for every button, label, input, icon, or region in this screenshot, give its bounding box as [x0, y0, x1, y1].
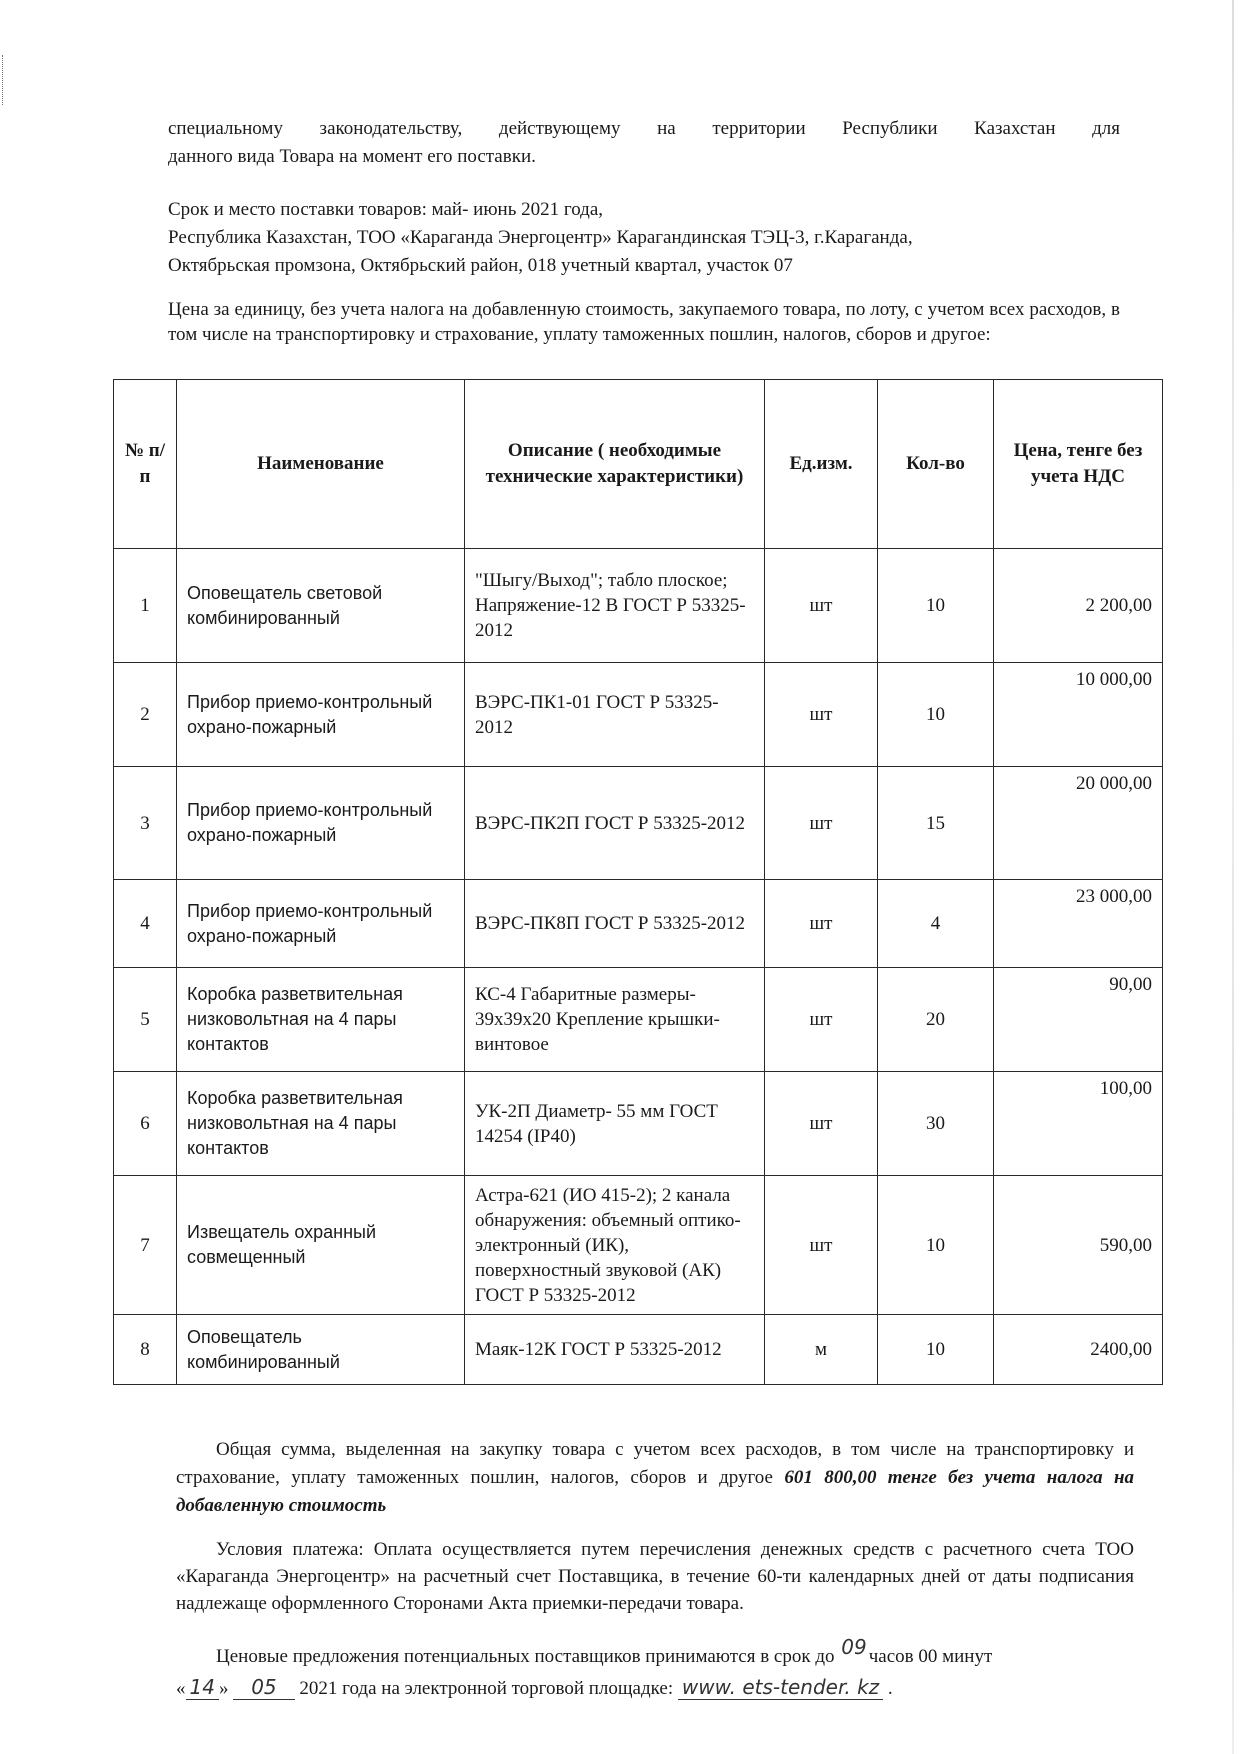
- table-row: [114, 663, 1163, 767]
- row-qty: 15: [878, 767, 994, 880]
- row-unit: шт: [765, 968, 878, 1072]
- row-price: 2 200,00: [994, 549, 1163, 663]
- row-price: 100,00: [994, 1072, 1163, 1176]
- row-qty: 20: [878, 968, 994, 1072]
- table-row: [114, 880, 1163, 968]
- row-qty: 4: [878, 880, 994, 968]
- table-row: [114, 549, 1163, 663]
- row-desc: ВЭРС-ПК2П ГОСТ Р 53325-2012: [465, 767, 765, 880]
- handwritten-hour: 09: [841, 1635, 867, 1659]
- row-num: 5: [114, 968, 177, 1072]
- row-num: 1: [114, 549, 177, 663]
- row-name: Оповещатель комбинированный: [177, 1315, 465, 1385]
- row-price: 2400,00: [994, 1315, 1163, 1385]
- delivery-line-2: Республика Казахстан, ТОО «Караганда Энергоцентр» Карагандинская ТЭЦ-3, г.Караганда,: [168, 227, 913, 248]
- payment-terms-paragraph: Условия платежа: Оплата осуществляется путем перечисления денежных средств с расчетного счета ТОО «Караганда Энергоцентр» на расчетный счет Поставщика, в течение 60-ти календарных дней от даты подписания надлежаще оформленного Сторонами Акта приемки-передачи товара.: [176, 1539, 1134, 1614]
- header-price: Цена, тенге без учета НДС: [994, 380, 1163, 549]
- deadline-paragraph: [176, 1635, 1134, 1704]
- row-price: 20 000,00: [994, 767, 1163, 880]
- scan-edge-mark: [2, 55, 5, 105]
- delivery-paragraph: [168, 196, 1120, 280]
- row-qty: 30: [878, 1072, 994, 1176]
- row-name: Коробка разветвительная низковольтная на 4 пары контактов: [177, 968, 465, 1072]
- row-price: 10 000,00: [994, 663, 1163, 767]
- deadline-text: Ценовые предложения потенциальных поставщиков принимаются в срок до: [216, 1646, 835, 1667]
- row-num: 7: [114, 1176, 177, 1315]
- row-num: 8: [114, 1315, 177, 1385]
- row-qty: 10: [878, 663, 994, 767]
- header-unit: Ед.изм.: [765, 380, 878, 549]
- row-num: 3: [114, 767, 177, 880]
- legislation-line-1: специальному законодательству, действующему на территории Республики Казахстан для: [168, 118, 1120, 139]
- header-num: № п/п: [114, 380, 177, 549]
- row-desc: Маяк-12К ГОСТ Р 53325-2012: [465, 1315, 765, 1385]
- delivery-line-3: Октябрьская промзона, Октябрьский район, 018 учетный квартал, участок 07: [168, 255, 793, 276]
- table-row: [114, 1072, 1163, 1176]
- header-qty: Кол-во: [878, 380, 994, 549]
- handwritten-day: 14: [186, 1675, 219, 1700]
- row-name: Оповещатель световой комбинированный: [177, 549, 465, 663]
- row-qty: 10: [878, 549, 994, 663]
- total-text: Общая сумма, выделенная на закупку товара с учетом всех расходов, в том числе на транспортировку и страхование, уплату таможенных пошлин, налогов, сборов и другое: [176, 1439, 1134, 1488]
- total-paragraph: [176, 1436, 1134, 1520]
- header-desc: Описание ( необходимые технические характеристики): [465, 380, 765, 549]
- deadline-line-2: « 14 » 05 2021 года на электронной торговой площадке: www. ets-tender. kz .: [176, 1675, 893, 1699]
- scan-right-edge: [1232, 0, 1234, 1754]
- row-unit: шт: [765, 767, 878, 880]
- row-price: 90,00: [994, 968, 1163, 1072]
- row-qty: 10: [878, 1176, 994, 1315]
- table-header-row: [114, 380, 1163, 549]
- row-name: Извещатель охранный совмещенный: [177, 1176, 465, 1315]
- row-name: Прибор приемо-контрольный охрано-пожарный: [177, 880, 465, 968]
- row-num: 2: [114, 663, 177, 767]
- row-price: 23 000,00: [994, 880, 1163, 968]
- row-desc: ВЭРС-ПК8П ГОСТ Р 53325-2012: [465, 880, 765, 968]
- row-name: Прибор приемо-контрольный охрано-пожарный: [177, 767, 465, 880]
- legislation-line-2: данного вида Товара на момент его поставки.: [168, 146, 536, 167]
- handwritten-site: www. ets-tender. kz: [678, 1675, 883, 1700]
- row-qty: 10: [878, 1315, 994, 1385]
- handwritten-month: 05: [233, 1675, 294, 1700]
- deadline-year-text: 2021 года на электронной торговой площадке:: [299, 1678, 674, 1699]
- legislation-paragraph: [168, 115, 1120, 171]
- row-name: Прибор приемо-контрольный охрано-пожарный: [177, 663, 465, 767]
- row-desc: ВЭРС-ПК1-01 ГОСТ Р 53325-2012: [465, 663, 765, 767]
- row-num: 4: [114, 880, 177, 968]
- row-unit: шт: [765, 549, 878, 663]
- deadline-hour-suffix: часов 00 минут: [868, 1646, 993, 1667]
- table-row: [114, 968, 1163, 1072]
- table-row: [114, 767, 1163, 880]
- row-unit: шт: [765, 1176, 878, 1315]
- row-unit: шт: [765, 663, 878, 767]
- table-row: [114, 1176, 1163, 1315]
- deadline-line-1: [176, 1635, 1134, 1672]
- row-desc: УК-2П Диаметр- 55 мм ГОСТ 14254 (IP40): [465, 1072, 765, 1176]
- row-unit: шт: [765, 1072, 878, 1176]
- row-price: 590,00: [994, 1176, 1163, 1315]
- row-desc: КС-4 Габаритные размеры- 39х39х20 Крепление крышки- винтовое: [465, 968, 765, 1072]
- row-unit: шт: [765, 880, 878, 968]
- row-name: Коробка разветвительная низковольтная на 4 пары контактов: [177, 1072, 465, 1176]
- row-desc: Астра-621 (ИО 415-2); 2 канала обнаружения: объемный оптико-электронный (ИК), поверхностный звуковой (АК) ГОСТ Р 53325-2012: [465, 1176, 765, 1315]
- delivery-line-1: Срок и место поставки товаров: май- июнь 2021 года,: [168, 199, 603, 220]
- row-desc: "Шыгу/Выход"; табло плоское; Напряжение-12 В ГОСТ Р 53325-2012: [465, 549, 765, 663]
- table-row: [114, 1315, 1163, 1385]
- row-unit: м: [765, 1315, 878, 1385]
- price-note-paragraph: Цена за единицу, без учета налога на добавленную стоимость, закупаемого товара, по лоту, с учетом всех расходов, в том числе на транспортировку и страхование, уплату таможенных пошлин, налогов, сборов и другое:: [168, 299, 1120, 345]
- goods-table: [113, 379, 1163, 1385]
- row-num: 6: [114, 1072, 177, 1176]
- header-name: Наименование: [177, 380, 465, 549]
- total-amount: 601 800,00 тенге без учета налога на добавленную стоимость: [176, 1467, 1134, 1516]
